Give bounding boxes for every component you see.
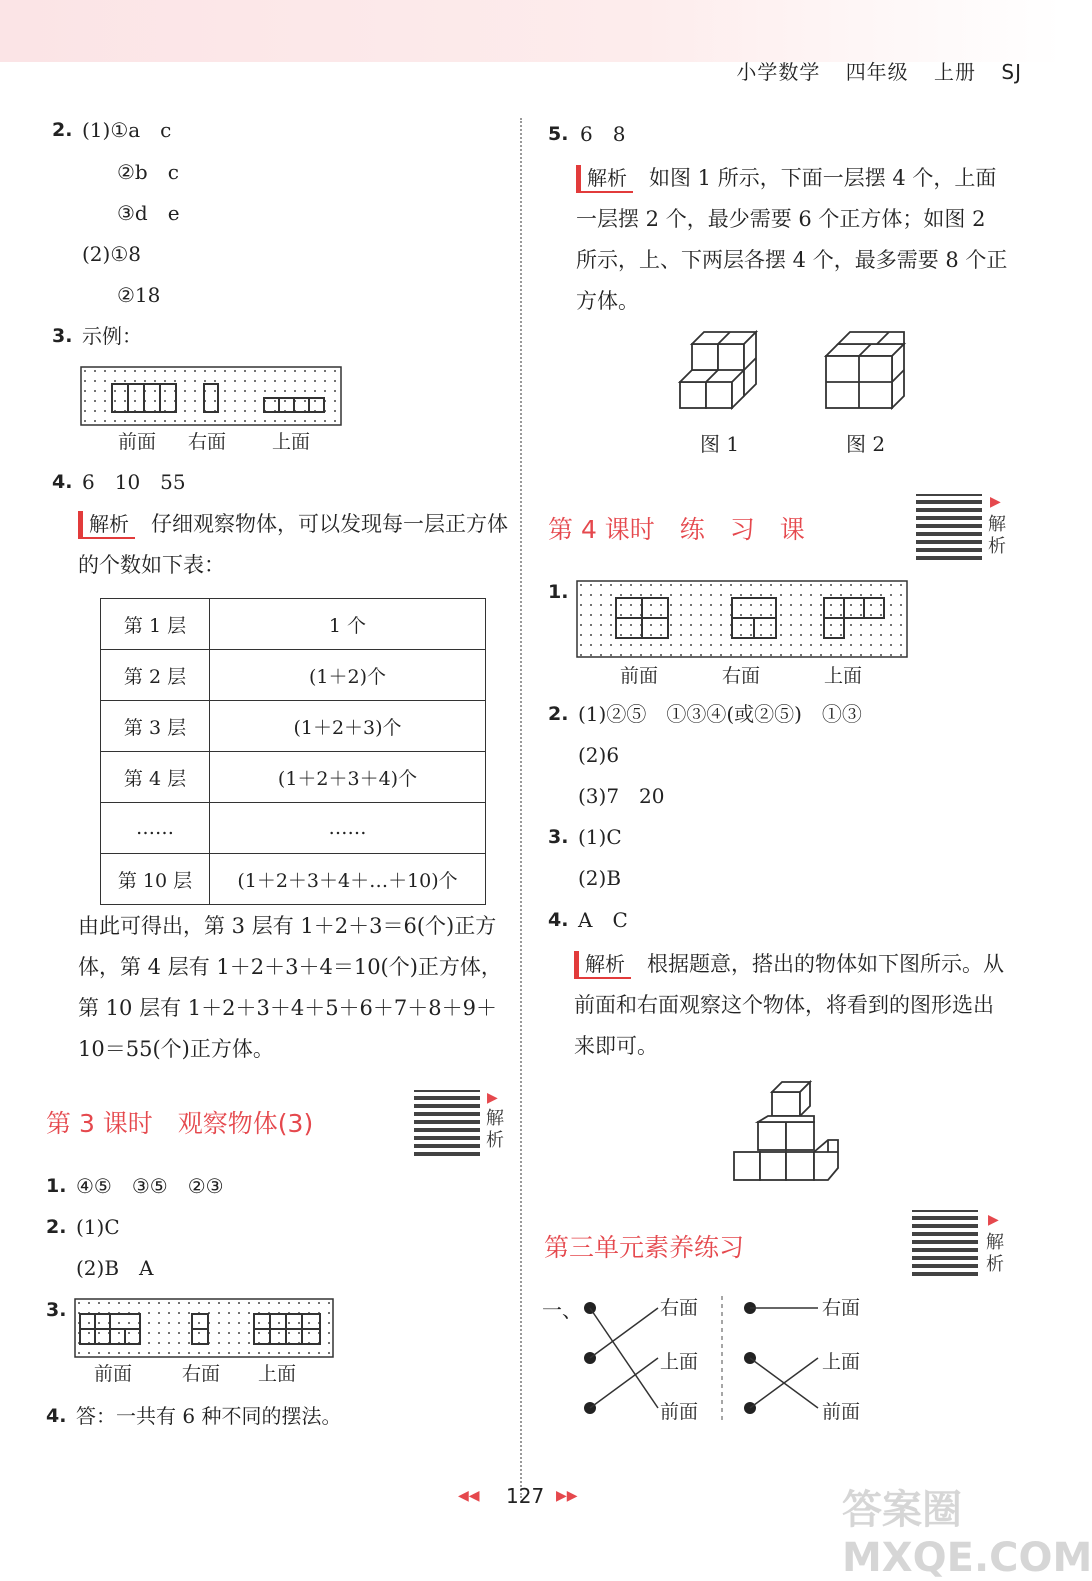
fig2-caption: 图 2	[846, 432, 886, 456]
q4-analysis-text: 仔细观察物体，可以发现每一层正方体的个数如下表：	[78, 512, 508, 577]
l4-q4-analysis-text: 根据题意，搭出的物体如下图所示。从前面和右面观察这个物体，将看到的图形选出来即可。	[574, 952, 1004, 1058]
table-row	[101, 701, 486, 752]
qr-code-icon[interactable]	[414, 1090, 480, 1156]
l3-q3-number: 3.	[46, 1299, 67, 1321]
stacked-cubes-figure	[730, 1078, 844, 1186]
l4-q2-a: (1)②⑤ ①③④(或②⑤) ①③	[578, 702, 862, 726]
q2-part1-a: (1)①a c	[82, 118, 172, 142]
table-row	[101, 752, 486, 803]
q5-number: 5.	[548, 123, 569, 145]
l3-q2-number: 2.	[46, 1216, 67, 1238]
l3-q1-text: ④⑤ ③⑤ ②③	[76, 1174, 224, 1198]
l4-q1-label-right: 右面	[722, 665, 761, 687]
table-cell: 第 2 层	[101, 650, 210, 701]
table-cell: 第 4 层	[101, 752, 210, 803]
q2-part1-b: ②b c	[117, 160, 179, 184]
match-right-label-3: 前面	[822, 1401, 861, 1423]
table-row	[101, 803, 486, 854]
qr-label: 解析	[486, 1108, 504, 1151]
l3-q4-text: 答：一共有 6 种不同的摆法。	[76, 1404, 342, 1428]
l3-q1-number: 1.	[46, 1175, 67, 1197]
table-row	[101, 599, 486, 650]
fig1-caption: 图 1	[700, 432, 740, 456]
header-subject: 小学数学	[736, 60, 821, 84]
l4-q3-number: 3.	[548, 826, 569, 848]
match-left-label-3: 前面	[660, 1401, 699, 1423]
table-row	[101, 854, 486, 905]
header-edition: SJ	[1001, 60, 1022, 84]
table-cell: 第 3 层	[101, 701, 210, 752]
q4-conclusion: 由此可得出，第 3 层有 1＋2＋3＝6(个)正方体，第 4 层有 1＋2＋3＋4＝10(个)正方体，第 10 层有 1＋2＋3＋4＋5＋6＋7＋8＋9＋10＝55(个)正方体。	[78, 914, 502, 1061]
figure-2-cubes	[822, 330, 910, 414]
q2-part1-c: ③d e	[117, 201, 180, 225]
match-right-label-1: 右面	[822, 1297, 861, 1319]
l4-q1-label-top: 上面	[824, 665, 863, 687]
l4-q2-number: 2.	[548, 703, 569, 725]
q3-text: 示例：	[82, 324, 142, 348]
match-left-label-2: 上面	[660, 1351, 699, 1373]
l4-q3-b: (2)B	[578, 866, 622, 890]
header-grade: 四年级	[845, 60, 909, 84]
q5-analysis-text: 如图 1 所示，下面一层摆 4 个，上面一层摆 2 个，最少需要 6 个正方体；如图 2 所示，上、下两层各摆 4 个，最多需要 8 个正方体。	[576, 166, 1008, 313]
header-volume: 上册	[934, 60, 977, 84]
lesson3-title: 第 3 课时 观察物体(3)	[46, 1109, 314, 1138]
table-cell: (1＋2)个	[210, 650, 486, 701]
column-divider	[520, 118, 522, 1498]
table-cell: ……	[210, 803, 486, 854]
qr-code-icon[interactable]	[912, 1210, 978, 1276]
match-left-label-1: 右面	[660, 1297, 699, 1319]
analysis-tag: 解析	[576, 165, 633, 193]
table-cell: (1＋2＋3＋4)个	[210, 752, 486, 803]
l4-q3-a: (1)C	[578, 825, 622, 849]
lesson4-title: 第 4 课时 练 习 课	[548, 515, 805, 544]
q2-part2-a: (2)①8	[82, 242, 141, 266]
next-page-icon[interactable]: ▶▶	[556, 1488, 578, 1504]
table-cell: (1＋2＋3＋4＋…＋10)个	[210, 854, 486, 905]
l4-q1-number: 1.	[548, 581, 569, 603]
q4-analysis	[78, 504, 510, 586]
unit3-part1-label: 一、	[542, 1298, 582, 1322]
prev-page-icon[interactable]: ◀◀	[458, 1488, 480, 1504]
l3-q3-label-front: 前面	[94, 1363, 133, 1385]
q3-views-figure	[80, 366, 342, 426]
play-icon: ▶	[990, 494, 1001, 510]
table-row	[101, 650, 486, 701]
q5-answer: 6 8	[580, 122, 626, 146]
qr-code-icon[interactable]	[916, 494, 982, 560]
table-cell: 第 1 层	[101, 599, 210, 650]
q3-label-right: 右面	[188, 431, 227, 453]
l3-q3-label-top: 上面	[258, 1363, 297, 1385]
l3-q2-b: (2)B A	[76, 1256, 154, 1280]
l4-q1-views-figure	[576, 580, 908, 658]
page-number: 127	[506, 1484, 545, 1508]
l4-q4-analysis	[574, 944, 1010, 1067]
play-icon: ▶	[487, 1090, 498, 1106]
table-cell: 1 个	[210, 599, 486, 650]
analysis-tag: 解析	[574, 951, 631, 979]
l4-q4-number: 4.	[548, 909, 569, 931]
table-cell: ……	[101, 803, 210, 854]
q3-label-top: 上面	[272, 431, 311, 453]
analysis-tag: 解析	[78, 511, 135, 539]
l3-q3-label-right: 右面	[182, 1363, 221, 1385]
l3-q2-a: (1)C	[76, 1215, 120, 1239]
header-band	[0, 0, 1062, 62]
table-cell: (1＋2＋3)个	[210, 701, 486, 752]
q2-number: 2.	[52, 119, 73, 141]
play-icon: ▶	[988, 1212, 999, 1228]
l3-q4-number: 4.	[46, 1405, 67, 1427]
l4-q2-c: (3)7 20	[578, 784, 665, 808]
l4-q2-b: (2)6	[578, 743, 620, 767]
qr-label: 解析	[986, 1232, 1004, 1275]
q3-number: 3.	[52, 325, 73, 347]
qr-label: 解析	[988, 514, 1006, 557]
q4-answer: 6 10 55	[82, 470, 186, 494]
q2-part2-b: ②18	[117, 283, 161, 307]
l4-q4-answer: A C	[578, 908, 628, 932]
layers-table	[100, 598, 486, 905]
l3-q3-views-figure	[74, 1298, 334, 1360]
q4-number: 4.	[52, 471, 73, 493]
match-right-label-2: 上面	[822, 1351, 861, 1373]
q5-analysis	[576, 158, 1012, 322]
figure-1-cubes	[676, 330, 772, 414]
table-cell: 第 10 层	[101, 854, 210, 905]
q3-label-front: 前面	[118, 431, 157, 453]
unit3-title: 第三单元素养练习	[544, 1233, 745, 1262]
watermark-logo: 答案圈 MXQE.COM	[842, 1487, 1092, 1581]
running-header	[718, 56, 1022, 85]
l4-q1-label-front: 前面	[620, 665, 659, 687]
